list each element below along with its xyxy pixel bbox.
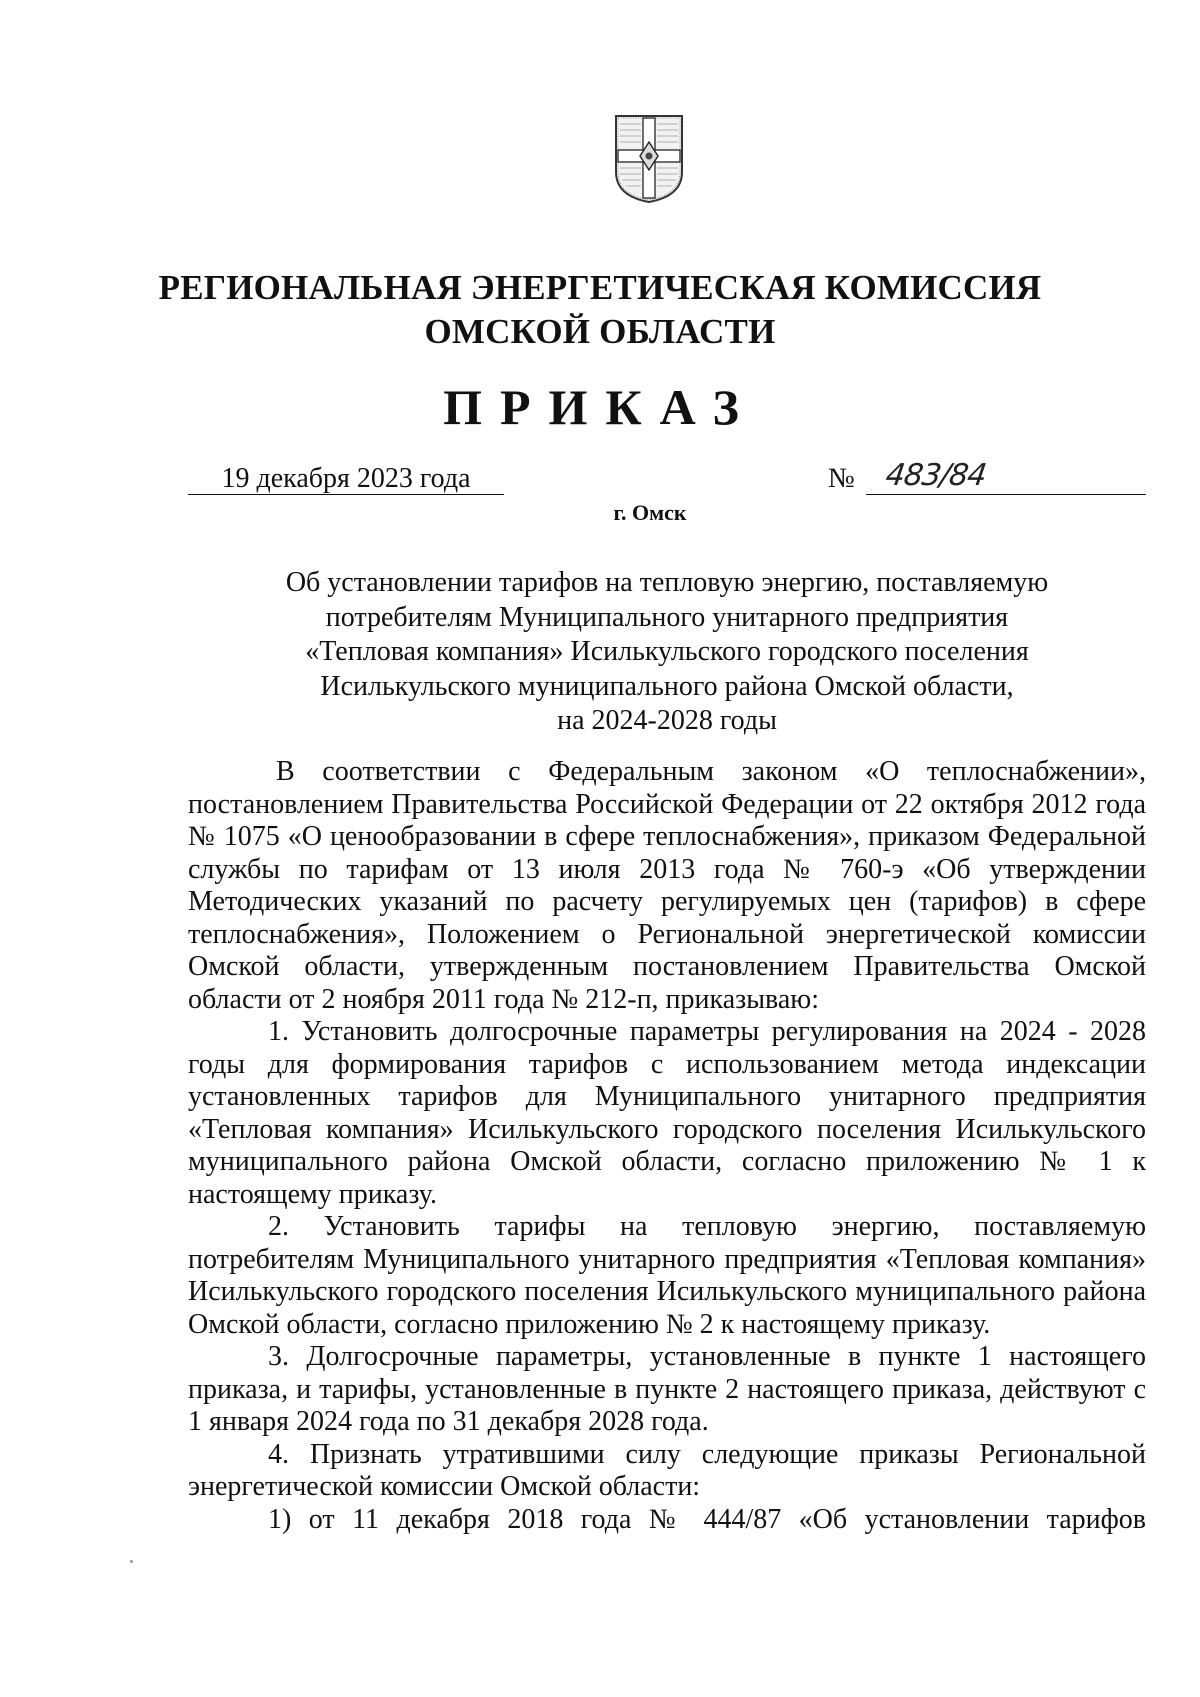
order-item-3: 3. Долгосрочные параметры, установленные в пункте 1 настоящего приказа, и тарифы, установленные в пункте 2 настоящего приказа, действуют с 1 января 2024 года по 31 декабря 2028 года.	[188, 1341, 1146, 1437]
scan-speck	[130, 1560, 133, 1563]
order-item-1: 1. Установить долгосрочные параметры регулирования на 2024 - 2028 годы для формирования тарифов с использованием метода индексации установленных тарифов для Муниципального унитарного предприятия «Тепловая компания» Исилькульского городского поселения Исилькульского муниципального района Омской области, согласно приложению № 1 к настоящему приказу.	[188, 1016, 1146, 1210]
preamble-paragraph: В соответствии с Федеральным законом «О теплоснабжении», постановлением Правительства Российской Федерации от 22 октября 2012 года № 1075 «О ценообразовании в сфере теплоснабжения», приказом Федеральной службы по тарифам от 13 июля 2013 года № 760-э «Об утверждении Методических указаний по расчету регулируемых цен (тарифов) в сфере теплоснабжения», Положением о Региональной энергетической комиссии Омской области, утвержденным постановлением Правительства Омской области от 2 ноября 2011 года № 212-п, приказываю:	[188, 756, 1146, 1015]
order-item-4: 4. Признать утратившими силу следующие приказы Региональной энергетической комиссии Омской области:	[188, 1438, 1146, 1502]
order-item-2: 2. Установить тарифы на тепловую энергию, поставляемую потребителям Муниципального унитарного предприятия «Тепловая компания» Исилькульского городского поселения Исилькульского муниципального района Омской области, согласно приложению № 2 к настоящему приказу.	[188, 1211, 1146, 1340]
document-number-label: №	[828, 463, 855, 494]
document-city: г. Омск	[613, 500, 687, 525]
organization-name-line1: РЕГИОНАЛЬНАЯ ЭНЕРГЕТИЧЕСКАЯ КОМИССИЯ	[158, 268, 1042, 307]
document-type-title: ПРИКАЗ	[443, 379, 757, 435]
subject-line: Об установлении тарифов на тепловую энергию, поставляемую	[285, 567, 1049, 598]
subject-line: Исилькульского муниципального района Омской области,	[320, 670, 1014, 702]
document-date: 19 декабря 2023 года	[188, 464, 504, 495]
document-number: 483/84	[883, 458, 989, 493]
order-subitem-1: 1) от 11 декабря 2018 года № 444/87 «Об установлении тарифов	[268, 1503, 1146, 1535]
coat-of-arms-icon	[612, 112, 686, 204]
document-number-field	[866, 458, 1146, 495]
organization-name-line2: ОМСКОЙ ОБЛАСТИ	[424, 312, 776, 351]
subject-line: на 2024-2028 годы	[557, 705, 777, 736]
subject-line: «Тепловая компания» Исилькульского городского поселения	[305, 636, 1029, 667]
document-body	[188, 756, 1146, 1536]
document-subject	[188, 566, 1146, 739]
subject-line: потребителям Муниципального унитарного предприятия	[325, 601, 1009, 633]
